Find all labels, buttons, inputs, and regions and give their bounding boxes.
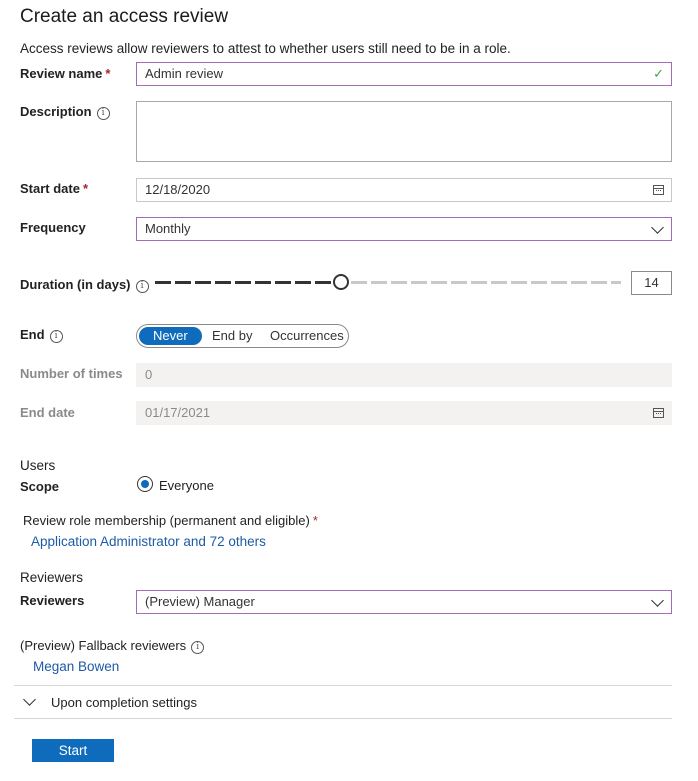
end-option-never[interactable]: Never <box>139 327 202 345</box>
scope-everyone-radio[interactable] <box>137 476 153 492</box>
users-section-title: Users <box>20 458 56 473</box>
role-membership-label: Review role membership (permanent and eligible) * <box>23 513 318 528</box>
reviewers-select[interactable]: (Preview) Manager <box>136 590 672 614</box>
frequency-select[interactable]: Monthly <box>136 217 672 241</box>
info-icon[interactable]: i <box>97 107 110 120</box>
duration-slider[interactable] <box>155 270 621 296</box>
end-date-label: End date <box>20 405 75 420</box>
calendar-icon[interactable] <box>653 185 664 195</box>
reviewers-label: Reviewers <box>20 593 85 608</box>
fallback-reviewers-label: (Preview) Fallback reviewers i <box>20 638 204 654</box>
slider-thumb[interactable] <box>333 274 349 290</box>
page-title: Create an access review <box>20 6 229 27</box>
end-option-end-by[interactable]: End by <box>212 328 253 343</box>
end-option-occurrences[interactable]: Occurrences <box>270 328 344 343</box>
duration-value-input[interactable]: 14 <box>631 271 672 295</box>
review-name-label: Review name * <box>20 66 111 81</box>
calendar-icon <box>653 408 664 418</box>
page-intro: Access reviews allow reviewers to attest to whether users still need to be in a role. <box>20 41 511 56</box>
info-icon[interactable]: i <box>191 641 204 654</box>
fallback-reviewer-link[interactable]: Megan Bowen <box>33 659 120 674</box>
start-date-label: Start date * <box>20 181 89 196</box>
divider <box>14 718 672 719</box>
number-of-times-input: 0 <box>136 363 672 387</box>
end-date-input: 01/17/2021 <box>136 401 672 425</box>
checkmark-icon: ✓ <box>653 66 664 81</box>
end-label: End i <box>20 327 63 343</box>
review-name-input[interactable]: Admin review ✓ <box>136 62 672 86</box>
start-date-input[interactable]: 12/18/2020 <box>136 178 672 202</box>
info-icon[interactable]: i <box>50 330 63 343</box>
scope-label: Scope <box>20 479 60 494</box>
required-mark: * <box>105 66 111 81</box>
start-button[interactable]: Start <box>32 739 114 762</box>
divider <box>14 685 672 686</box>
end-toggle-group <box>136 324 349 348</box>
scope-everyone-label[interactable]: Everyone <box>159 478 214 493</box>
reviewers-section-title: Reviewers <box>20 570 84 585</box>
duration-label: Duration (in days) i <box>20 277 149 293</box>
required-mark: * <box>312 513 318 528</box>
role-membership-link[interactable]: Application Administrator and 72 others <box>31 534 266 549</box>
required-mark: * <box>82 181 89 196</box>
description-textarea[interactable] <box>136 101 672 162</box>
chevron-down-icon[interactable] <box>23 693 36 706</box>
number-of-times-label: Number of times <box>20 366 123 381</box>
info-icon[interactable]: i <box>136 280 149 293</box>
completion-settings-toggle[interactable]: Upon completion settings <box>51 695 197 710</box>
chevron-down-icon <box>651 221 664 234</box>
description-label: Description i <box>20 104 110 120</box>
slider-track-empty <box>351 281 621 284</box>
frequency-label: Frequency <box>20 220 86 235</box>
chevron-down-icon <box>651 594 664 607</box>
slider-track-filled <box>155 281 335 284</box>
